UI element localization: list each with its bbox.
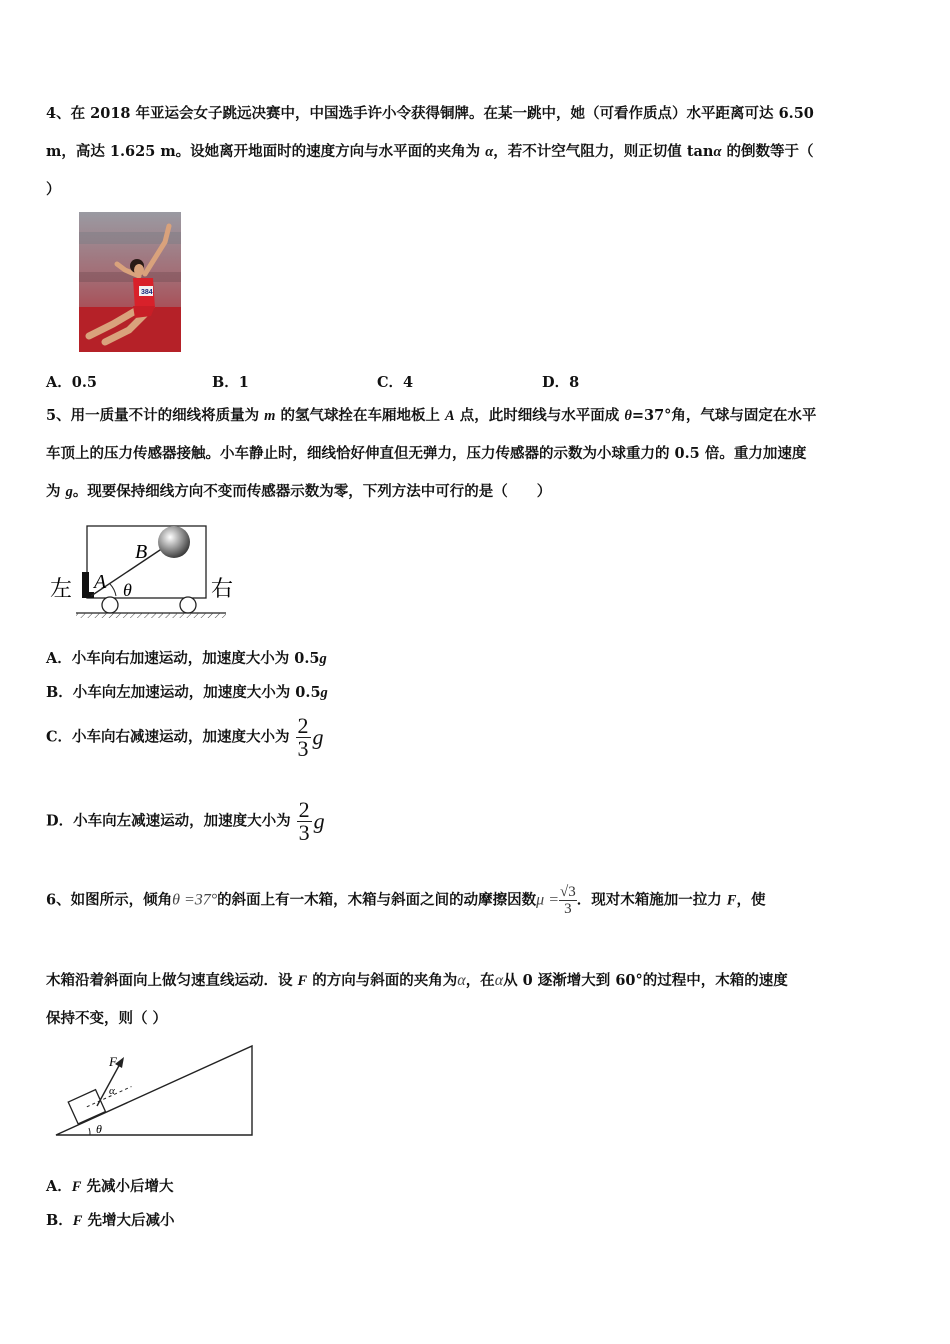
svg-text:B: B	[135, 541, 148, 563]
mu-fraction: $\frac{√3}{3}$	[559, 884, 576, 917]
svg-text:F: F	[109, 1054, 117, 1069]
q6-line-1: 6、如图所示，倾角θ =37°的斜面上有一木箱，木箱与斜面之间的动摩擦因数μ = $\frac{√3}{3}$ ．现对木箱施加一拉力 F，使	[46, 884, 766, 917]
svg-text:右: 右	[211, 577, 234, 602]
q6-option-b[interactable]: B．F 先增大后减小	[46, 1212, 175, 1229]
incline-box-diagram	[52, 1044, 258, 1140]
q4-line-2: m，高达 1.625 m。设她离开地面时的速度方向与水平面的夹角为 α，若不计空气阻力，则正切值 tanα 的倒数等于（	[46, 143, 814, 160]
svg-text:θ: θ	[123, 580, 132, 600]
cart-balloon-diagram	[46, 518, 246, 622]
q5-line-2: 车顶上的压力传感器接触。小车静止时，细线恰好伸直但无弹力，压力传感器的示数为小球重力的 0.5 倍。重力加速度	[46, 445, 807, 462]
fraction-two-thirds: $\frac{2}{3}$	[298, 797, 310, 845]
q5-option-b[interactable]: B．小车向左加速运动，加速度大小为 0.5g	[46, 684, 328, 701]
svg-text:左: 左	[50, 577, 73, 602]
q5-line-1: 5、用一质量不计的细线将质量为 m 的氢气球拴在车厢地板上 A 点，此时细线与水平面成 θ=37°角，气球与固定在水平	[46, 407, 817, 424]
q5-option-d[interactable]: D．小车向左减速运动，加速度大小为 $\frac{2}{3}$ g	[46, 797, 325, 845]
q5-option-a[interactable]: A．小车向右加速运动，加速度大小为 0.5g	[46, 650, 327, 667]
q5-option-c[interactable]: C．小车向右减速运动，加速度大小为 $\frac{2}{3}$ g	[46, 713, 324, 761]
q4-option-c[interactable]: C．4	[377, 374, 414, 391]
q6-line-2: 木箱沿着斜面向上做匀速直线运动．设 F 的方向与斜面的夹角为α，在α从 0 逐渐增大到 60°的过程中，木箱的速度	[46, 972, 788, 989]
svg-text:α: α	[109, 1085, 115, 1097]
q6-option-a[interactable]: A．F 先减小后增大	[46, 1178, 174, 1195]
q4-line-1: 4、在 2018 年亚运会女子跳远决赛中，中国选手许小令获得铜牌。在某一跳中，她（可看作质点）水平距离可达 6.50	[46, 105, 814, 122]
svg-text:θ: θ	[96, 1122, 102, 1136]
svg-text:A: A	[94, 571, 107, 593]
q4-option-a[interactable]: A．0.5	[46, 374, 97, 391]
q5-line-3: 为 g。现要保持细线方向不变而传感器示数为零，下列方法中可行的是（ ）	[46, 483, 552, 500]
q4-line-3: ）	[46, 181, 61, 198]
q4-option-d[interactable]: D．8	[542, 374, 580, 391]
svg-text:384: 384	[141, 289, 153, 296]
q6-line-3: 保持不变，则（ ）	[46, 1010, 168, 1027]
long-jumper-photo	[79, 212, 181, 352]
q4-option-b[interactable]: B．1	[212, 374, 249, 391]
fraction-two-thirds: $\frac{2}{3}$	[297, 713, 309, 761]
